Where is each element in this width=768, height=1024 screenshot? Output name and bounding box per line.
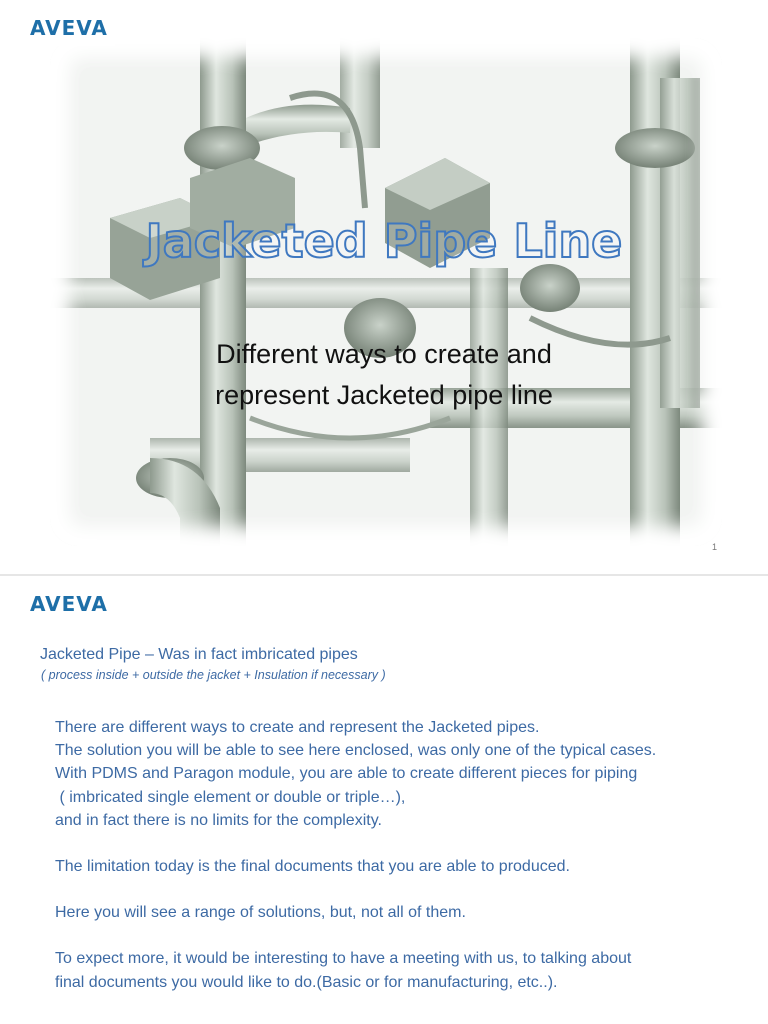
- section-subheading: ( process inside + outside the jacket + Insulation if necessary ): [41, 668, 386, 682]
- body-text: [55, 716, 755, 994]
- body-line: Here you will see a range of solutions, but, not all of them.: [55, 904, 466, 922]
- body-line: To expect more, it would be interesting to have a meeting with us, to talking about: [55, 950, 632, 968]
- subtitle-line-2: represent Jacketed pipe line: [215, 380, 553, 410]
- body-line: With PDMS and Paragon module, you are able to create different pieces for piping: [55, 765, 638, 783]
- body-line: The limitation today is the final documents that you are able to produced.: [55, 858, 570, 876]
- body-line: ( imbricated single element or double or triple…),: [55, 788, 406, 806]
- aveva-logo: AVEVA: [30, 592, 108, 616]
- subtitle-line-1: Different ways to create and: [216, 339, 552, 369]
- slide-subtitle: [0, 334, 768, 416]
- body-line: final documents you would like to do.(Basic or for manufacturing, etc..).: [55, 973, 558, 991]
- slide-number: 1: [712, 542, 718, 552]
- section-heading: Jacketed Pipe – Was in fact imbricated pipes: [40, 646, 358, 663]
- slide-title: Jacketed Pipe Line: [145, 214, 623, 268]
- body-line: and in fact there is no limits for the complexity.: [55, 811, 382, 829]
- pipe-model-image: [50, 38, 722, 546]
- body-line: The solution you will be able to see here enclosed, was only one of the typical cases.: [55, 742, 657, 760]
- aveva-logo: AVEVA: [30, 16, 108, 40]
- body-line: There are different ways to create and represent the Jacketed pipes.: [55, 719, 540, 736]
